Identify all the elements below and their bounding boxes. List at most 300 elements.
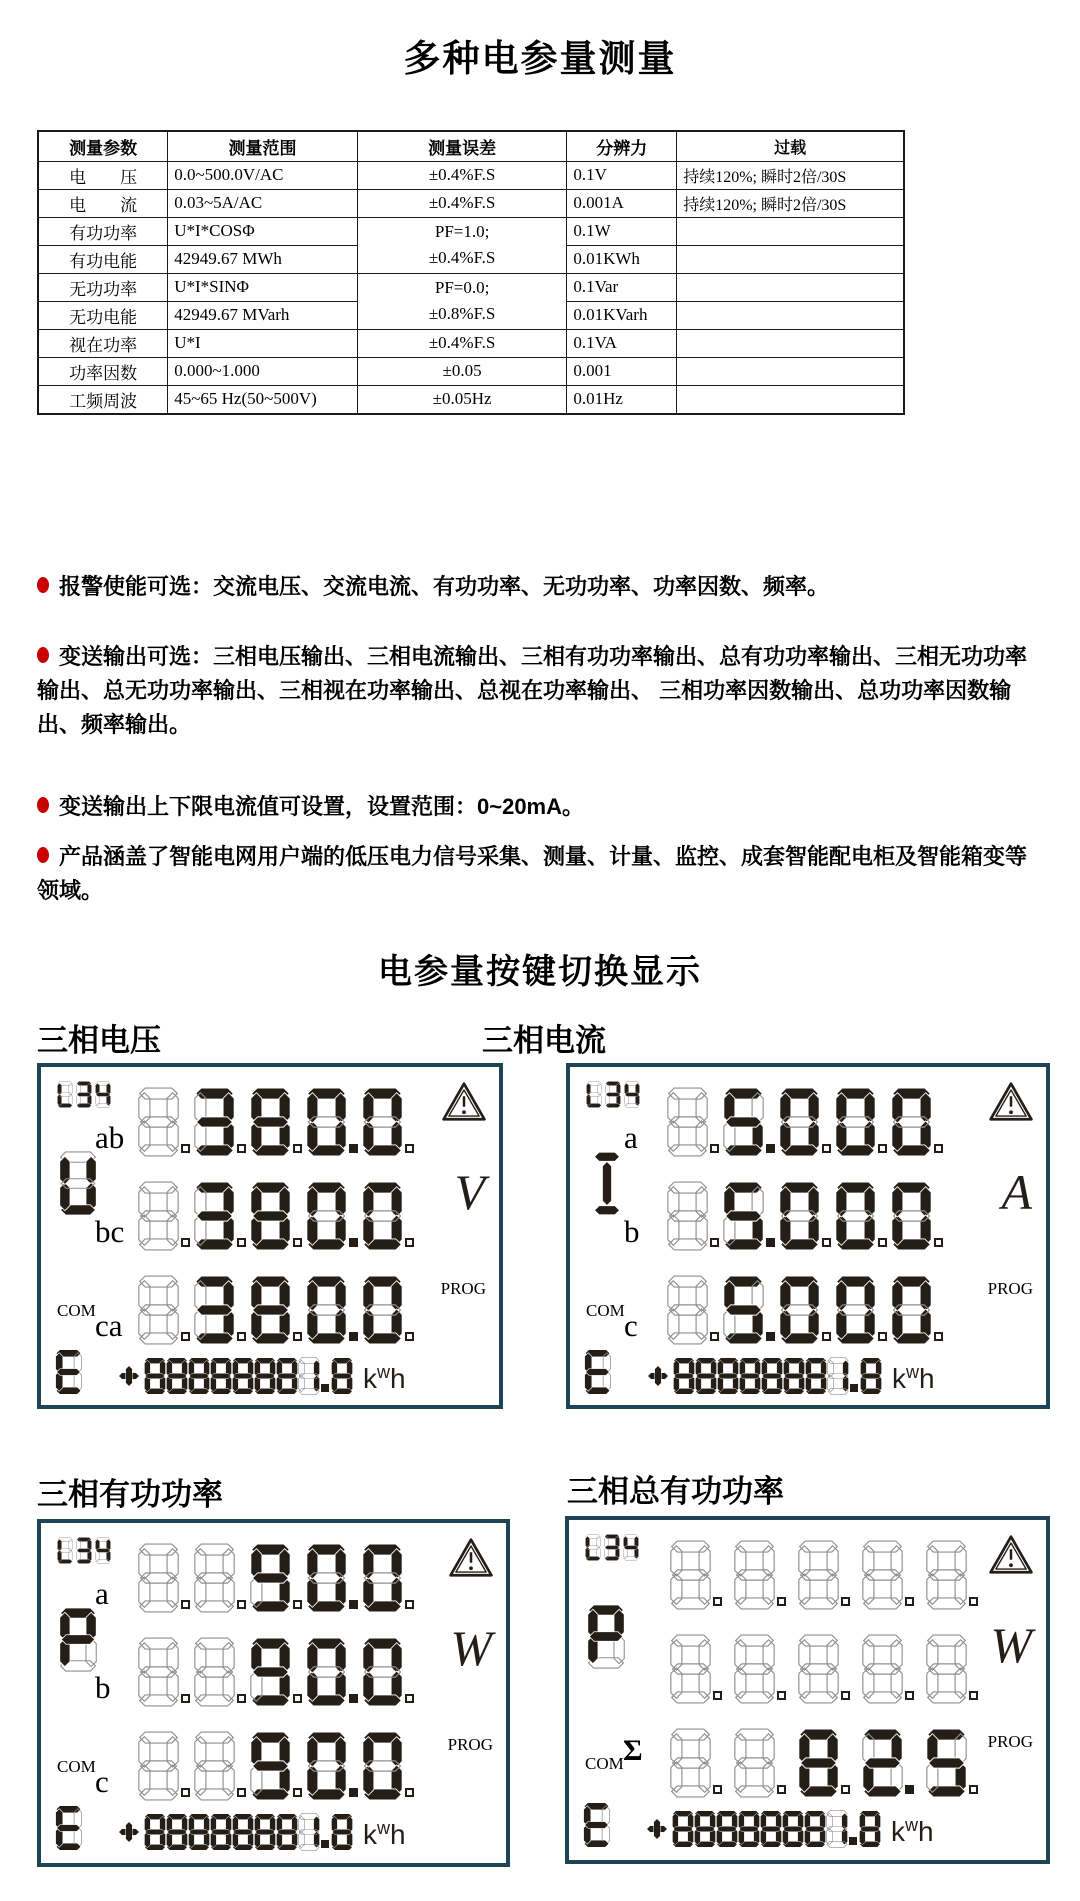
energy-row — [55, 1805, 500, 1851]
table-cell: 有功电能 — [38, 245, 168, 273]
decimal-point-square — [405, 1600, 414, 1609]
segment-digit — [734, 1634, 775, 1704]
section-title: 电参量按键切换显示 — [378, 953, 702, 992]
digit-cell — [667, 1275, 721, 1345]
segment-digit — [926, 1634, 967, 1704]
digit-group — [137, 1543, 417, 1613]
segment-digit — [734, 1728, 775, 1798]
digit-group — [137, 1637, 417, 1707]
digit-cell — [306, 1087, 360, 1157]
decimal-point-square — [405, 1144, 414, 1153]
digit-cell — [734, 1728, 788, 1798]
digit-cell — [138, 1731, 192, 1801]
table-cell: 电 压 — [38, 161, 168, 189]
segment-digit — [194, 1731, 235, 1801]
decimal-point-square — [710, 1144, 719, 1153]
warning-indicator — [988, 1081, 1034, 1128]
unit-h: h — [918, 1816, 934, 1848]
unit-h: h — [390, 1819, 406, 1851]
digit-cell — [194, 1731, 248, 1801]
energy-letter-segment — [584, 1349, 611, 1395]
decimal-point-square — [181, 1332, 190, 1341]
corner-segment-char — [604, 1534, 620, 1561]
digit-cell — [862, 1540, 916, 1610]
phase-row-label: b — [624, 1214, 640, 1250]
decimal-point-square — [841, 1597, 850, 1606]
table-cell: ±0.4%F.S — [357, 329, 566, 357]
prog-indicator: PROG — [447, 1735, 493, 1755]
segment-digit — [723, 1275, 764, 1345]
decimal-point-square — [349, 1600, 358, 1609]
table-cell: ±0.4%F.S — [357, 161, 566, 189]
digit-group — [665, 1540, 985, 1610]
digit-cell — [194, 1087, 248, 1157]
corner-segment-char — [586, 1081, 602, 1108]
table-cell: 42949.67 MWh — [168, 245, 358, 273]
bullet-dot-icon — [37, 577, 49, 593]
phase-row-label: c — [95, 1764, 109, 1800]
decimal-point-square — [934, 1144, 943, 1153]
display-row — [623, 1724, 985, 1798]
decimal-point-square — [293, 1788, 302, 1797]
decimal-point-square — [841, 1785, 850, 1794]
table-cell: 0.01Hz — [567, 385, 677, 414]
unit-letter: A — [1001, 1164, 1032, 1221]
digit-cell — [798, 1540, 852, 1610]
energy-digit — [276, 1813, 298, 1851]
table-cell: 0.001A — [567, 189, 677, 217]
energy-digit — [114, 1813, 144, 1851]
com-indicator: COM — [585, 1754, 624, 1774]
decimal-point-square — [405, 1694, 414, 1703]
decimal-point-square — [237, 1238, 246, 1247]
energy-row — [584, 1349, 1040, 1395]
energy-digit — [760, 1810, 782, 1848]
digit-group — [137, 1087, 417, 1157]
energy-letter-segment — [55, 1805, 82, 1851]
warning-triangle-icon — [988, 1081, 1034, 1123]
energy-digit — [694, 1810, 716, 1848]
table-cell — [677, 245, 904, 273]
corner-segment-char — [76, 1081, 92, 1108]
bullet-dot-icon — [37, 847, 49, 863]
segment-digit — [835, 1275, 876, 1345]
corner-segment-char — [76, 1537, 92, 1564]
segment-digit — [891, 1181, 932, 1251]
digit-cell — [667, 1181, 721, 1251]
display-row — [624, 1177, 946, 1251]
segment-digit — [306, 1637, 347, 1707]
energy-digit — [166, 1813, 188, 1851]
energy-digit — [232, 1357, 254, 1395]
digit-cell — [362, 1181, 416, 1251]
table-row — [38, 189, 904, 217]
digit-cell — [835, 1275, 889, 1345]
table-cell — [677, 217, 904, 245]
decimal-point-square — [713, 1785, 722, 1794]
decimal-point-square — [878, 1332, 887, 1341]
energy-digit — [331, 1357, 353, 1395]
energy-digit — [331, 1813, 353, 1851]
digit-group — [666, 1181, 946, 1251]
energy-digit — [188, 1357, 210, 1395]
decimal-point-square — [349, 1144, 358, 1153]
digit-cell — [926, 1728, 980, 1798]
unit-k: k — [363, 1819, 377, 1851]
feature-list — [37, 570, 1043, 909]
energy-digit — [695, 1357, 717, 1395]
digit-cell — [306, 1637, 360, 1707]
segment-digit — [667, 1087, 708, 1157]
unit-letter: V — [454, 1164, 485, 1221]
warning-triangle-icon — [988, 1534, 1034, 1576]
table-cell: 45~65 Hz(50~500V) — [168, 385, 358, 414]
phase-row-label: b — [95, 1670, 111, 1706]
energy-digit — [717, 1357, 739, 1395]
digit-cell — [194, 1543, 248, 1613]
segment-digit — [194, 1275, 235, 1345]
segment-digit — [862, 1634, 903, 1704]
digit-group — [666, 1275, 946, 1345]
energy-digit — [254, 1357, 276, 1395]
energy-decimal-point — [321, 1384, 329, 1392]
warning-indicator — [441, 1081, 487, 1128]
table-cell: ±0.05 — [357, 357, 566, 385]
unit-k: k — [891, 1816, 905, 1848]
phase-row-label: c — [624, 1308, 638, 1344]
digit-cell — [891, 1087, 945, 1157]
table-cell — [677, 357, 904, 385]
digit-group — [137, 1731, 417, 1801]
digit-cell — [306, 1275, 360, 1345]
phase-row-label: a — [95, 1576, 109, 1612]
bullet-text: 报警使能可选：交流电压、交流电流、有功功率、无功功率、功率因数、频率。 — [59, 573, 830, 599]
table-cell — [677, 329, 904, 357]
decimal-point-square — [405, 1238, 414, 1247]
table-cell — [677, 273, 904, 301]
bullet-dot-icon — [37, 797, 49, 813]
decimal-point-square — [181, 1600, 190, 1609]
display-row — [95, 1177, 417, 1251]
decimal-point-square — [969, 1691, 978, 1700]
table-cell: 工频周波 — [38, 385, 168, 414]
digit-cell — [194, 1181, 248, 1251]
segment-digit — [891, 1087, 932, 1157]
bullet-dot-icon — [37, 647, 49, 663]
corner-segment-char — [57, 1081, 73, 1108]
table-cell: 0.1Var — [567, 273, 677, 301]
segment-digit — [362, 1087, 403, 1157]
segment-digit — [670, 1540, 711, 1610]
decimal-point-square — [710, 1332, 719, 1341]
decimal-point-square — [349, 1788, 358, 1797]
lcd-panel-total-active-power — [565, 1516, 1050, 1864]
decimal-point-square — [293, 1144, 302, 1153]
table-cell: 42949.67 MVarh — [168, 301, 358, 329]
segment-digit — [779, 1275, 820, 1345]
decimal-point-square — [905, 1597, 914, 1606]
digit-cell — [138, 1275, 192, 1345]
table-cell: 0.01KVarh — [567, 301, 677, 329]
table-cell: U*I — [168, 329, 358, 357]
segment-digit — [138, 1275, 179, 1345]
feature-bullet — [37, 790, 1043, 824]
digit-cell — [835, 1087, 889, 1157]
digit-cell — [362, 1275, 416, 1345]
digit-group — [137, 1275, 417, 1345]
digit-cell — [723, 1181, 777, 1251]
decimal-point-square — [405, 1788, 414, 1797]
segment-digit — [194, 1637, 235, 1707]
table-row — [38, 161, 904, 189]
digit-cell — [779, 1181, 833, 1251]
bullet-text: 变送输出上下限电流值可设置，设置范围：0~20mA。 — [59, 793, 585, 819]
digit-cell — [926, 1634, 980, 1704]
segment-digit — [723, 1181, 764, 1251]
digit-group — [665, 1634, 985, 1704]
decimal-point-square — [181, 1694, 190, 1703]
decimal-point-square — [841, 1691, 850, 1700]
decimal-point-square — [237, 1600, 246, 1609]
table-cell: PF=0.0; ±0.8%F.S — [357, 273, 566, 329]
table-cell: ±0.4%F.S — [357, 189, 566, 217]
decimal-point-square — [969, 1597, 978, 1606]
table-cell — [677, 385, 904, 414]
table-row — [38, 357, 904, 385]
unit-k: k — [363, 1363, 377, 1395]
prog-indicator: PROG — [987, 1732, 1033, 1752]
digit-cell — [862, 1728, 916, 1798]
energy-digit — [144, 1357, 166, 1395]
display-row — [624, 1083, 946, 1157]
energy-digit — [166, 1357, 188, 1395]
decimal-point-square — [878, 1144, 887, 1153]
table-cell: U*I*COSΦ — [168, 217, 358, 245]
energy-decimal-point — [850, 1384, 858, 1392]
segment-digit — [250, 1543, 291, 1613]
unit-letter: W — [450, 1620, 492, 1677]
corner-segment-char — [585, 1534, 601, 1561]
display-row — [95, 1539, 417, 1613]
energy-digit — [643, 1357, 673, 1395]
digit-cell — [835, 1181, 889, 1251]
segment-digit — [723, 1087, 764, 1157]
warning-triangle-icon — [441, 1081, 487, 1123]
table-cell: 功率因数 — [38, 357, 168, 385]
energy-digit — [826, 1810, 848, 1848]
table-cell: 持续120%; 瞬时2倍/30S — [677, 161, 904, 189]
digit-cell — [798, 1728, 852, 1798]
segment-digit — [362, 1181, 403, 1251]
energy-digit — [859, 1810, 881, 1848]
energy-digit — [673, 1357, 695, 1395]
page-title: 多种电参量测量 — [403, 38, 677, 79]
table-cell: 0.1VA — [567, 329, 677, 357]
table-cell: 0.000~1.000 — [168, 357, 358, 385]
digit-cell — [734, 1540, 788, 1610]
digit-cell — [723, 1087, 777, 1157]
decimal-point-square — [822, 1238, 831, 1247]
decimal-point-square — [293, 1600, 302, 1609]
display-row — [623, 1536, 985, 1610]
warning-indicator — [988, 1534, 1034, 1581]
energy-digit — [232, 1813, 254, 1851]
phase-row-label: a — [624, 1120, 638, 1156]
phase-letter-segment — [587, 1604, 625, 1669]
energy-digit — [114, 1357, 144, 1395]
lcd-panel-voltage — [37, 1063, 503, 1409]
decimal-point-square — [349, 1694, 358, 1703]
digit-cell — [798, 1634, 852, 1704]
energy-digit — [144, 1813, 166, 1851]
digit-group — [666, 1087, 946, 1157]
decimal-point-square — [934, 1332, 943, 1341]
table-cell: 持续120%; 瞬时2倍/30S — [677, 189, 904, 217]
lcd-panel-active-power — [37, 1519, 510, 1867]
segment-digit — [250, 1275, 291, 1345]
phase-row-label: ab — [95, 1120, 125, 1156]
table-cell: 有功功率 — [38, 217, 168, 245]
table-row — [38, 385, 904, 414]
digit-cell — [862, 1634, 916, 1704]
prog-indicator: PROG — [440, 1279, 486, 1299]
digit-group — [137, 1181, 417, 1251]
decimal-point-square — [766, 1238, 775, 1247]
digit-cell — [667, 1087, 721, 1157]
phase-letter-segment — [588, 1151, 626, 1216]
unit-w-superscript: w — [905, 1815, 918, 1836]
phase-quantity-letter — [587, 1604, 625, 1674]
table-cell: PF=1.0; ±0.4%F.S — [357, 217, 566, 273]
panel-title-voltage: 三相电压 — [37, 1023, 161, 1059]
unit-h: h — [390, 1363, 406, 1395]
energy-digit — [210, 1357, 232, 1395]
energy-digit — [860, 1357, 882, 1395]
phase-row-label: bc — [95, 1214, 125, 1250]
decimal-point-square — [405, 1332, 414, 1341]
unit-w-superscript: w — [377, 1818, 390, 1839]
energy-letter-segment — [55, 1349, 82, 1395]
decimal-point-square — [181, 1788, 190, 1797]
digit-cell — [362, 1731, 416, 1801]
decimal-point-square — [969, 1785, 978, 1794]
segment-digit — [194, 1543, 235, 1613]
segment-digit — [138, 1731, 179, 1801]
segment-digit — [362, 1543, 403, 1613]
segment-digit — [138, 1087, 179, 1157]
table-cell: U*I*SINΦ — [168, 273, 358, 301]
table-cell: ±0.05Hz — [357, 385, 566, 414]
energy-digit — [672, 1810, 694, 1848]
segment-digit — [250, 1637, 291, 1707]
segment-digit — [362, 1275, 403, 1345]
display-row — [95, 1727, 417, 1801]
segment-digit — [194, 1181, 235, 1251]
digit-cell — [306, 1731, 360, 1801]
segment-digit — [779, 1181, 820, 1251]
segment-digit — [138, 1637, 179, 1707]
display-row — [95, 1083, 417, 1157]
segment-digit — [798, 1728, 839, 1798]
table-cell: 视在功率 — [38, 329, 168, 357]
digit-cell — [138, 1637, 192, 1707]
digit-cell — [734, 1634, 788, 1704]
table-cell: 无功电能 — [38, 301, 168, 329]
digit-cell — [779, 1275, 833, 1345]
decimal-point-square — [766, 1332, 775, 1341]
phase-letter-segment — [59, 1607, 97, 1672]
table-cell — [677, 301, 904, 329]
digit-cell — [194, 1275, 248, 1345]
energy-unit-label — [363, 1819, 406, 1851]
energy-digit — [716, 1810, 738, 1848]
energy-digit — [642, 1810, 672, 1848]
energy-digit — [782, 1810, 804, 1848]
com-indicator: COM — [586, 1301, 625, 1321]
decimal-point-square — [777, 1785, 786, 1794]
display-row — [95, 1633, 417, 1707]
warning-triangle-icon — [448, 1537, 494, 1579]
digit-group — [665, 1728, 985, 1798]
unit-w-superscript: w — [906, 1362, 919, 1383]
segment-digit — [926, 1540, 967, 1610]
decimal-point-square — [293, 1238, 302, 1247]
energy-digit — [254, 1813, 276, 1851]
segment-digit — [306, 1275, 347, 1345]
segment-digit — [734, 1540, 775, 1610]
segment-digit — [250, 1731, 291, 1801]
digit-cell — [362, 1637, 416, 1707]
spec-table — [37, 130, 905, 415]
segment-digit — [670, 1728, 711, 1798]
feature-bullet — [37, 640, 1043, 742]
decimal-point-square — [766, 1144, 775, 1153]
table-cell: 0.01KWh — [567, 245, 677, 273]
digit-cell — [779, 1087, 833, 1157]
energy-decimal-point — [849, 1837, 857, 1845]
decimal-point-square — [905, 1691, 914, 1700]
segment-digit — [779, 1087, 820, 1157]
digit-cell — [362, 1543, 416, 1613]
decimal-point-square — [293, 1694, 302, 1703]
decimal-point-square — [878, 1238, 887, 1247]
corner-segment-char — [57, 1537, 73, 1564]
digit-cell — [250, 1731, 304, 1801]
digit-cell — [250, 1543, 304, 1613]
segment-digit — [670, 1634, 711, 1704]
segment-digit — [306, 1543, 347, 1613]
segment-digit — [194, 1087, 235, 1157]
decimal-point-square — [822, 1144, 831, 1153]
segment-digit — [362, 1637, 403, 1707]
unit-h: h — [919, 1363, 935, 1395]
segment-digit — [362, 1731, 403, 1801]
decimal-point-square — [905, 1785, 914, 1794]
digit-cell — [362, 1087, 416, 1157]
digit-cell — [306, 1181, 360, 1251]
digit-cell — [250, 1087, 304, 1157]
decimal-point-square — [822, 1332, 831, 1341]
energy-digit — [805, 1357, 827, 1395]
table-header: 分辨力 — [567, 131, 677, 161]
digit-cell — [138, 1087, 192, 1157]
decimal-point-square — [349, 1332, 358, 1341]
table-cell: 0.03~5A/AC — [168, 189, 358, 217]
segment-digit — [835, 1181, 876, 1251]
digit-cell — [138, 1543, 192, 1613]
table-header: 过载 — [677, 131, 904, 161]
panel-title-active-power: 三相有功功率 — [37, 1477, 223, 1513]
